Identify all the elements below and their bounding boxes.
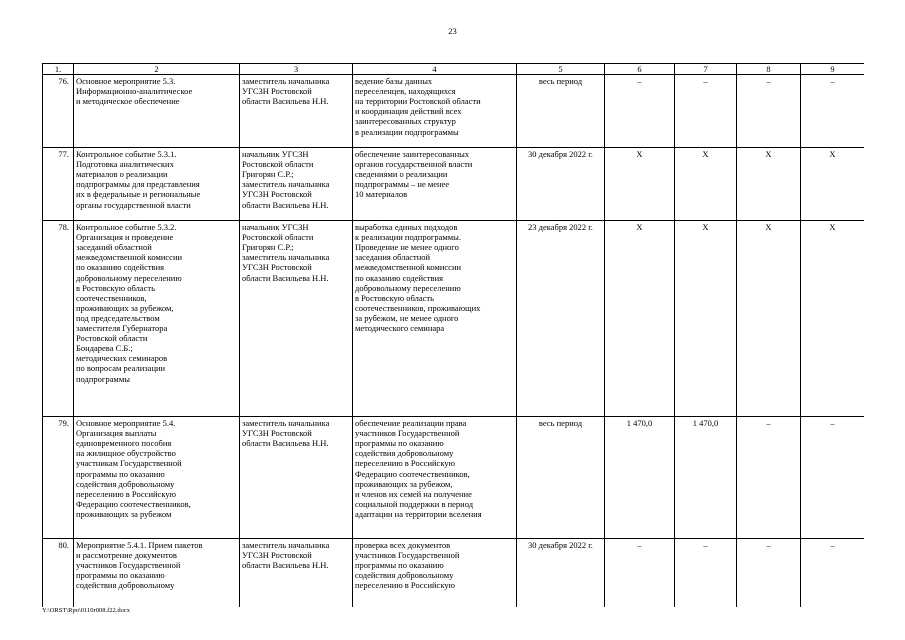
responsible-cell: начальник УГСЗН Ростовской области Григорян С.Р.; заместитель начальника УГСЗН Ростовской области Васильева Н.Н. — [240, 148, 353, 221]
table-row — [43, 539, 865, 607]
result-cell: выработка единых подходов к реализации подпрограммы. Проведение не менее одного заседания областной межведомственной комиссии по оказанию содействия добровольному переселению в Ростовскую область соотечественников, проживающих за рубежом, не менее одного методического семинара — [353, 221, 517, 417]
value-cell: – — [737, 75, 801, 148]
table-row — [43, 417, 865, 539]
row-number: 80. — [43, 539, 74, 607]
row-number: 79. — [43, 417, 74, 539]
value-cell: 1 470,0 — [605, 417, 675, 539]
responsible-cell: заместитель начальника УГСЗН Ростовской области Васильева Н.Н. — [240, 75, 353, 148]
header-cell: 8 — [737, 64, 801, 75]
header-cell: 1. — [43, 64, 74, 75]
value-cell: 1 470,0 — [675, 417, 737, 539]
table-row — [43, 148, 865, 221]
header-cell: 5 — [517, 64, 605, 75]
value-cell: – — [801, 417, 865, 539]
result-cell: обеспечение заинтересованных органов государственной власти сведениями о реализации подпрограммы – не менее 10 материалов — [353, 148, 517, 221]
date-cell: 30 декабря 2022 г. — [517, 539, 605, 607]
header-cell: 2 — [74, 64, 240, 75]
header-cell: 9 — [801, 64, 865, 75]
event-cell: Основное мероприятие 5.4. Организация выплаты единовременного пособия на жилищное обустройство участникам Государственной программы по оказанию содействия добровольному переселению в Российскую Федерацию соотечественников, проживающих за рубежом — [74, 417, 240, 539]
value-cell: – — [737, 539, 801, 607]
header-cell: 6 — [605, 64, 675, 75]
value-cell: – — [675, 539, 737, 607]
date-cell: 30 декабря 2022 г. — [517, 148, 605, 221]
value-cell: X — [605, 148, 675, 221]
event-cell: Основное мероприятие 5.3. Информационно-аналитическое и методическое обеспечение — [74, 75, 240, 148]
event-cell: Мероприятие 5.4.1. Прием пакетов и рассмотрение документов участников Государственной программы по оказанию содействия добровольному — [74, 539, 240, 607]
event-cell: Контрольное событие 5.3.2. Организация и проведение заседаний областной межведомственной комиссии по оказанию содействия добровольному переселению в Ростовскую область соотечественников, проживающих за рубежом, под председательством заместителя Губернатора Ростовской области Бондарева С.Б.; методических семинаров по вопросам реализации подпрограммы — [74, 221, 240, 417]
value-cell: X — [737, 148, 801, 221]
value-cell: – — [801, 75, 865, 148]
result-cell: проверка всех документов участников Государственной программы по оказанию содействия добровольному переселению в Российскую — [353, 539, 517, 607]
value-cell: X — [801, 148, 865, 221]
result-cell: обеспечение реализации права участников Государственной программы по оказанию содействия добровольному переселению в Российскую Федерацию соотечественников, проживающих за рубежом, и членов их семей на получение социальной поддержки в период адаптации на территории вселения — [353, 417, 517, 539]
responsible-cell: заместитель начальника УГСЗН Ростовской области Васильева Н.Н. — [240, 417, 353, 539]
table-row — [43, 75, 865, 148]
date-cell: весь период — [517, 417, 605, 539]
result-cell: ведение базы данных переселенцев, находящихся на территории Ростовской области и координация действий всех заинтересованных структур в реализации подпрограммы — [353, 75, 517, 148]
value-cell: X — [605, 221, 675, 417]
date-cell: весь период — [517, 75, 605, 148]
event-cell: Контрольное событие 5.3.1. Подготовка аналитических материалов о реализации подпрограммы для представления их в федеральные и региональные органы государственной власти — [74, 148, 240, 221]
responsible-cell: заместитель начальника УГСЗН Ростовской области Васильева Н.Н. — [240, 539, 353, 607]
table-row — [43, 221, 865, 417]
document-file-path: Y:\ORST\Rpo\0110r008.f22.docx — [42, 607, 130, 614]
header-cell: 7 — [675, 64, 737, 75]
measures-table-container — [42, 63, 864, 607]
value-cell: – — [605, 75, 675, 148]
value-cell: – — [675, 75, 737, 148]
value-cell: X — [737, 221, 801, 417]
row-number: 76. — [43, 75, 74, 148]
measures-table — [42, 63, 864, 607]
value-cell: – — [801, 539, 865, 607]
header-cell: 3 — [240, 64, 353, 75]
table-header-row — [43, 64, 865, 75]
responsible-cell: начальник УГСЗН Ростовской области Григорян С.Р.; заместитель начальника УГСЗН Ростовской области Васильева Н.Н. — [240, 221, 353, 417]
header-cell: 4 — [353, 64, 517, 75]
date-cell: 23 декабря 2022 г. — [517, 221, 605, 417]
row-number: 78. — [43, 221, 74, 417]
value-cell: X — [675, 221, 737, 417]
page-number: 23 — [448, 26, 457, 36]
value-cell: X — [675, 148, 737, 221]
value-cell: – — [737, 417, 801, 539]
value-cell: X — [801, 221, 865, 417]
row-number: 77. — [43, 148, 74, 221]
value-cell: – — [605, 539, 675, 607]
